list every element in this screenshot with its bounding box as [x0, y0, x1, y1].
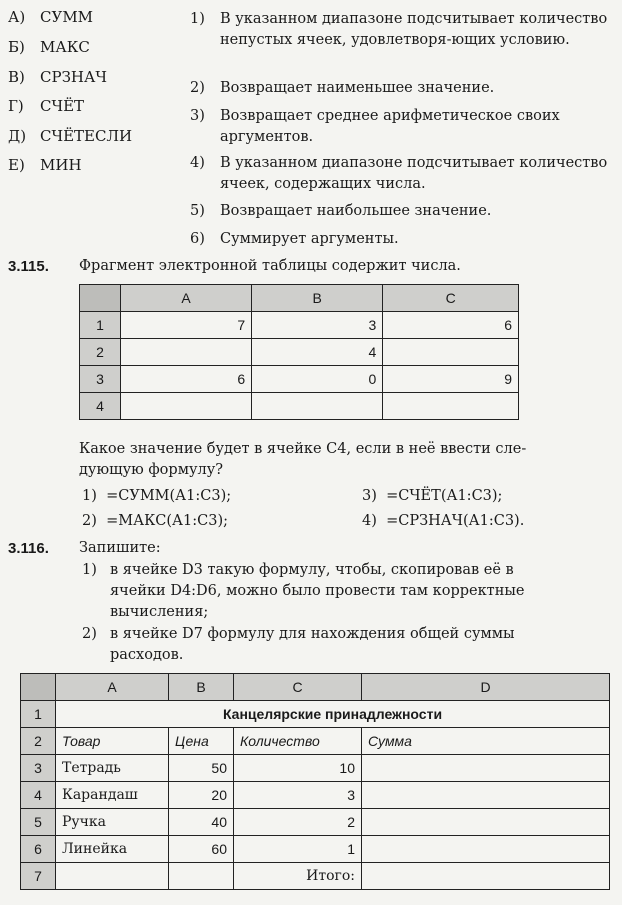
task-115-text: Фрагмент электронной таблицы содержит числа.: [79, 258, 461, 274]
table-row: [80, 339, 519, 366]
column-header: C: [234, 674, 362, 701]
table-row: [21, 809, 610, 836]
table-row: [80, 312, 519, 339]
item-cell: Ручка: [56, 809, 169, 836]
task-116-item-1-line: ячейки D4:D6, можно было провести там корректные: [110, 583, 525, 599]
table-row: [21, 755, 610, 782]
task-116-item-1-line: вычисления;: [110, 604, 209, 620]
row-header: 4: [80, 393, 121, 420]
task-116-item-2-line: расходов.: [110, 647, 184, 663]
description-item: 6) Суммирует аргументы.: [190, 229, 610, 250]
function-letter: А): [8, 8, 26, 26]
function-name: СУММ: [40, 8, 94, 26]
description-text: Возвращает среднее арифметическое своих аргументов.: [220, 108, 560, 145]
description-text: Возвращает наименьшее значение.: [220, 80, 495, 96]
column-header-row: [80, 285, 519, 312]
function-name: СРЗНАЧ: [40, 68, 107, 86]
function-letter: Е): [8, 156, 25, 174]
corner-cell: [80, 285, 121, 312]
description-text: В указанном диапазоне подсчитывает количество ячеек, содержащих числа.: [220, 155, 608, 192]
option-2: 2) =МАКС(А1:С3);: [82, 513, 229, 529]
corner-cell: [21, 674, 56, 701]
item-cell: Карандаш: [56, 782, 169, 809]
task-116-item-2-line: в ячейке D7 формулу для нахождения общей суммы: [110, 626, 515, 642]
empty-cell: [56, 863, 169, 890]
table-row: [80, 393, 519, 420]
cell-a4: [121, 393, 252, 420]
function-letter: Г): [8, 97, 24, 115]
function-name: СЧЁТ: [40, 97, 85, 115]
description-text: Возвращает наибольшее значение.: [220, 203, 492, 219]
table-row: [21, 836, 610, 863]
qty-cell: 2: [234, 809, 362, 836]
cell-b2: 4: [252, 339, 383, 366]
total-sum-cell: [362, 863, 610, 890]
empty-cell: [169, 863, 234, 890]
row-header: 2: [80, 339, 121, 366]
column-header-row: [21, 674, 610, 701]
column-header: A: [121, 285, 252, 312]
function-name: СЧЁТЕСЛИ: [40, 127, 133, 145]
description-text: Суммирует аргументы.: [220, 231, 399, 247]
option-4: 4) =СРЗНАЧ(А1:С3).: [362, 513, 525, 529]
sum-cell: [362, 755, 610, 782]
table-row: [21, 701, 610, 728]
table-row: [21, 863, 610, 890]
sum-cell: [362, 836, 610, 863]
task-115-number: 3.115.: [8, 258, 49, 275]
task-115-question-line1: Какое значение будет в ячейке С4, если в неё ввести сле-: [79, 441, 527, 457]
task-116-item-2-num: 2): [82, 626, 97, 642]
total-label: Итого:: [234, 863, 362, 890]
cell-a3: 6: [121, 366, 252, 393]
description-item: 1) В указанном диапазоне подсчитывает количество непустых ячеек, удовлетворя-ющих условию.: [190, 9, 610, 51]
qty-cell: 1: [234, 836, 362, 863]
header-sum: Сумма: [362, 728, 610, 755]
sum-cell: [362, 809, 610, 836]
column-header: D: [362, 674, 610, 701]
spreadsheet-fragment-116: [20, 673, 610, 890]
column-header: C: [383, 285, 519, 312]
cell-b4: [252, 393, 383, 420]
column-header: A: [56, 674, 169, 701]
function-item-b: [8, 38, 90, 56]
table-row: [21, 782, 610, 809]
cell-a1: 7: [121, 312, 252, 339]
description-text: В указанном диапазоне подсчитывает количество непустых ячеек, удовлетворя-ющих условию.: [220, 11, 608, 48]
function-name: МИН: [40, 156, 82, 174]
function-item-e: [8, 156, 82, 174]
cell-c4: [383, 393, 519, 420]
item-cell: Линейка: [56, 836, 169, 863]
row-header: 1: [80, 312, 121, 339]
description-item: 3) Возвращает среднее арифметическое своих аргументов.: [190, 106, 610, 148]
task-115-question-line2: дующую формулу?: [79, 462, 224, 478]
item-cell: Тетрадь: [56, 755, 169, 782]
row-header: 1: [21, 701, 56, 728]
task-116-intro: Запишите:: [79, 540, 161, 556]
header-qty: Количество: [234, 728, 362, 755]
price-cell: 50: [169, 755, 234, 782]
cell-a2: [121, 339, 252, 366]
cell-b3: 0: [252, 366, 383, 393]
price-cell: 20: [169, 782, 234, 809]
row-header: 5: [21, 809, 56, 836]
cell-c1: 6: [383, 312, 519, 339]
column-header: B: [252, 285, 383, 312]
table-row: [21, 728, 610, 755]
cell-b1: 3: [252, 312, 383, 339]
function-item-a: [8, 8, 93, 26]
function-item-v: [8, 68, 107, 86]
qty-cell: 3: [234, 782, 362, 809]
column-header: B: [169, 674, 234, 701]
option-3: 3) =СЧЁТ(А1:С3);: [362, 488, 503, 504]
row-header: 7: [21, 863, 56, 890]
function-name: МАКС: [40, 38, 90, 56]
function-item-d: [8, 127, 132, 145]
table-row: [80, 366, 519, 393]
cell-c3: 9: [383, 366, 519, 393]
option-1: 1) =СУММ(А1:С3);: [82, 488, 232, 504]
table-title: Канцелярские принадлежности: [56, 701, 610, 728]
function-letter: В): [8, 68, 25, 86]
task-116-number: 3.116.: [8, 540, 49, 557]
function-item-g: [8, 97, 84, 115]
qty-cell: 10: [234, 755, 362, 782]
description-item: 2) Возвращает наименьшее значение.: [190, 78, 610, 99]
cell-c2: [383, 339, 519, 366]
task-116-item-1-line: в ячейке D3 такую формулу, чтобы, скопировав её в: [110, 562, 514, 578]
description-item: 5) Возвращает наибольшее значение.: [190, 201, 610, 222]
function-letter: Б): [8, 38, 25, 56]
row-header: 3: [21, 755, 56, 782]
row-header: 4: [21, 782, 56, 809]
task-116-item-1-num: 1): [82, 562, 97, 578]
description-item: 4) В указанном диапазоне подсчитывает количество ячеек, содержащих числа.: [190, 153, 610, 195]
price-cell: 40: [169, 809, 234, 836]
spreadsheet-fragment-115: [79, 284, 519, 420]
price-cell: 60: [169, 836, 234, 863]
header-price: Цена: [169, 728, 234, 755]
header-item: Товар: [56, 728, 169, 755]
row-header: 3: [80, 366, 121, 393]
sum-cell: [362, 782, 610, 809]
row-header: 6: [21, 836, 56, 863]
function-letter: Д): [8, 127, 27, 145]
row-header: 2: [21, 728, 56, 755]
